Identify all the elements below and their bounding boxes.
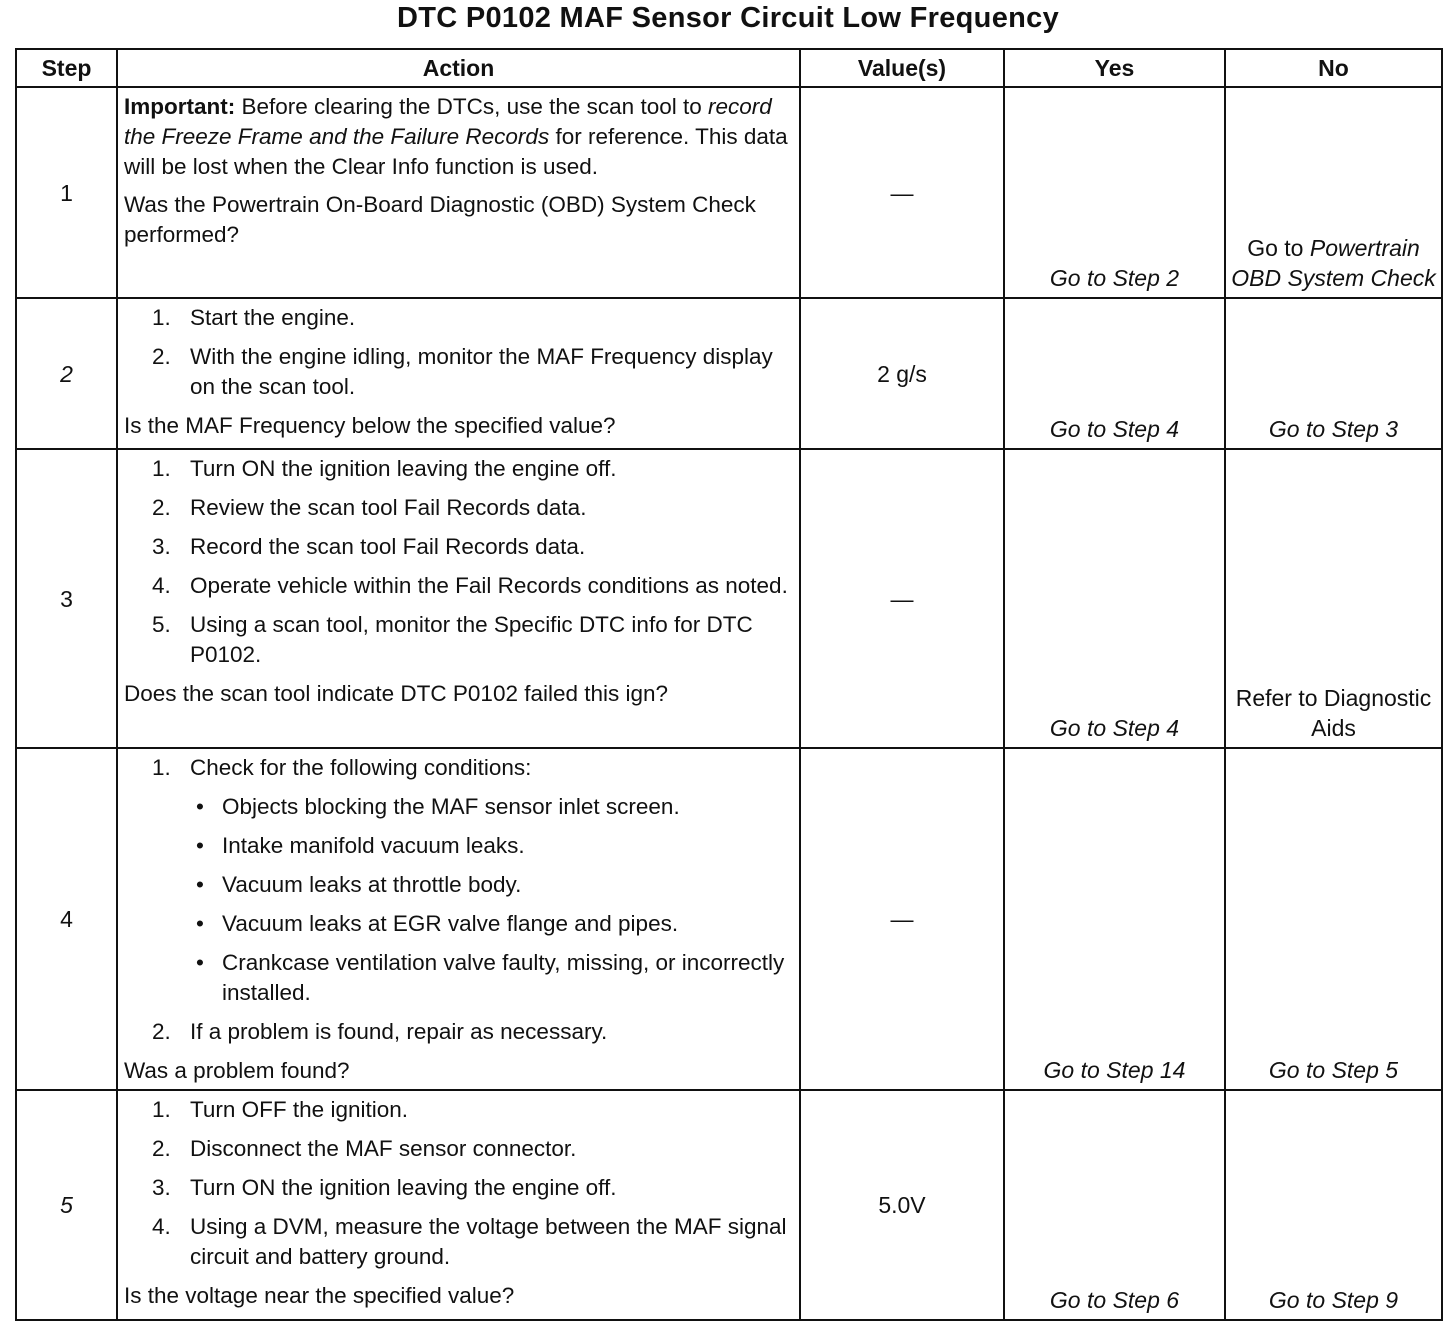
list-item: 3. Turn ON the ignition leaving the engine off. — [152, 1175, 617, 1200]
table-row — [16, 748, 1442, 1090]
header-step: Step — [16, 49, 117, 87]
list-item: 1. Start the engine. — [152, 305, 356, 330]
header-yes: Yes — [1004, 49, 1225, 87]
important-note: Important: Before clearing the DTCs, use the scan tool to record the Freeze Frame and the Failure Records for reference. This data will be lost when the Clear Info function is used. — [124, 94, 788, 179]
list-item: 1. Check for the following conditions: — [152, 755, 532, 780]
question: Was the Powertrain On-Board Diagnostic (OBD) System Check performed? — [124, 192, 756, 247]
diagnostic-table — [15, 48, 1443, 1321]
action-cell — [117, 87, 800, 298]
yes-link[interactable]: Go to Step 2 — [1004, 87, 1225, 298]
action-cell — [117, 748, 800, 1090]
step-number: 2 — [16, 298, 117, 449]
question: Does the scan tool indicate DTC P0102 failed this ign? — [124, 681, 669, 706]
action-cell — [117, 449, 800, 748]
table-row — [16, 298, 1442, 449]
yes-link[interactable]: Go to Step 6 — [1004, 1090, 1225, 1320]
table-row — [16, 1090, 1442, 1320]
step-number: 3 — [16, 449, 117, 748]
yes-link[interactable]: Go to Step 4 — [1004, 449, 1225, 748]
step-number: 4 — [16, 748, 117, 1090]
list-item: 2. Disconnect the MAF sensor connector. — [152, 1136, 577, 1161]
value-cell: 5.0V — [800, 1090, 1004, 1320]
question: Is the voltage near the specified value? — [124, 1283, 515, 1308]
value-cell: 2 g/s — [800, 298, 1004, 449]
step-number: 5 — [16, 1090, 117, 1320]
table-row — [16, 87, 1442, 298]
question: Was a problem found? — [124, 1058, 350, 1083]
bullet-item: • Crankcase ventilation valve faulty, missing, or incorrectly installed. — [196, 950, 785, 1005]
list-item: 2. If a problem is found, repair as necessary. — [152, 1019, 608, 1044]
header-row — [16, 49, 1442, 87]
important-label: Important: — [124, 94, 236, 119]
list-item: 4. Operate vehicle within the Fail Records conditions as noted. — [152, 573, 788, 598]
bullet-item: • Objects blocking the MAF sensor inlet screen. — [196, 794, 680, 819]
no-link[interactable]: Go to Step 5 — [1225, 748, 1442, 1090]
list-item: 4. Using a DVM, measure the voltage between the MAF signal circuit and battery ground. — [152, 1214, 787, 1269]
value-cell: — — [800, 748, 1004, 1090]
yes-link[interactable]: Go to Step 14 — [1004, 748, 1225, 1090]
list-item: 2. Review the scan tool Fail Records data. — [152, 495, 587, 520]
header-action: Action — [117, 49, 800, 87]
value-cell: — — [800, 87, 1004, 298]
table-row — [16, 449, 1442, 748]
question: Is the MAF Frequency below the specified value? — [124, 413, 616, 438]
no-link[interactable]: Go to Powertrain OBD System Check — [1225, 87, 1442, 298]
value-cell: — — [800, 449, 1004, 748]
no-link[interactable]: Go to Step 3 — [1225, 298, 1442, 449]
list-item: 1. Turn OFF the ignition. — [152, 1097, 409, 1122]
list-item: 1. Turn ON the ignition leaving the engine off. — [152, 456, 617, 481]
yes-link[interactable]: Go to Step 4 — [1004, 298, 1225, 449]
no-link[interactable]: Refer to Diagnostic Aids — [1225, 449, 1442, 748]
action-cell — [117, 298, 800, 449]
bullet-item: • Vacuum leaks at throttle body. — [196, 872, 522, 897]
action-cell — [117, 1090, 800, 1320]
bullet-item: • Intake manifold vacuum leaks. — [196, 833, 525, 858]
bullet-item: • Vacuum leaks at EGR valve flange and pipes. — [196, 911, 679, 936]
list-item: 3. Record the scan tool Fail Records data. — [152, 534, 586, 559]
page-title: DTC P0102 MAF Sensor Circuit Low Frequency — [396, 2, 1059, 34]
no-link[interactable]: Go to Step 9 — [1225, 1090, 1442, 1320]
list-item: 5. Using a scan tool, monitor the Specific DTC info for DTC P0102. — [152, 612, 753, 667]
list-item: 2. With the engine idling, monitor the MAF Frequency display on the scan tool. — [152, 344, 773, 399]
header-values: Value(s) — [800, 49, 1004, 87]
header-no: No — [1225, 49, 1442, 87]
step-number: 1 — [16, 87, 117, 298]
